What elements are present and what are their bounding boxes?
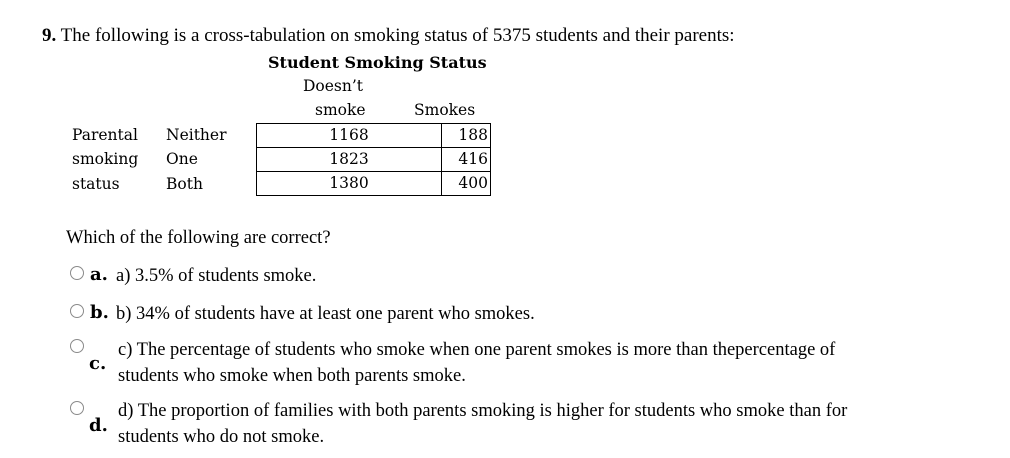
col-header-doesnt-line2: smoke [315,101,366,119]
option-a-letter: a. [90,264,108,285]
option-a-line1: a) 3.5% of students smoke. [116,266,317,286]
cell-neither-doesnt-smoke: 1168 [257,124,442,148]
cell-neither-smokes: 188 [442,124,491,148]
row-header-line2: smoking [72,150,139,168]
cell-both-smokes: 400 [442,172,491,196]
cell-both-doesnt-smoke: 1380 [257,172,442,196]
option-b-radio[interactable] [70,304,84,318]
option-c-line2: students who smoke when both parents smoke. [118,366,466,386]
cross-tab-table [256,123,491,196]
option-c-radio[interactable] [70,339,84,353]
question-number: 9. [42,25,57,46]
row-label-neither: Neither [166,126,227,144]
question-text: The following is a cross-tabulation on smoking status of 5375 students and their parents: [60,25,735,46]
option-d-letter: d. [89,415,108,436]
option-c-line1: c) The percentage of students who smoke when one parent smokes is more than thepercentage of [118,340,836,360]
row-label-both: Both [166,175,203,193]
col-header-doesnt-line1: Doesn’t [303,77,364,95]
col-header-smokes: Smokes [414,101,476,119]
question-prompt: Which of the following are correct? [66,228,331,248]
option-a-radio[interactable] [70,266,84,280]
option-b-line1: b) 34% of students have at least one parent who smokes. [116,304,535,324]
option-a-text[interactable] [116,263,316,289]
row-header-line3: status [72,175,120,193]
table-row [257,148,491,172]
option-d-radio[interactable] [70,401,84,415]
row-header-line1: Parental [72,126,138,144]
question-title [42,25,735,47]
option-d-text[interactable] [118,398,847,450]
table-row [257,172,491,196]
cell-one-smokes: 416 [442,148,491,172]
option-b-text[interactable] [116,301,535,327]
option-d-line2: students who do not smoke. [118,427,325,447]
table-row [257,124,491,148]
option-c-text[interactable] [118,337,835,389]
row-label-one: One [166,150,198,168]
table-title: Student Smoking Status [268,53,487,72]
option-c-letter: c. [89,353,107,374]
option-b-letter: b. [90,302,109,323]
cell-one-doesnt-smoke: 1823 [257,148,442,172]
option-d-line1: d) The proportion of families with both parents smoking is higher for students who smoke than for [118,401,848,421]
